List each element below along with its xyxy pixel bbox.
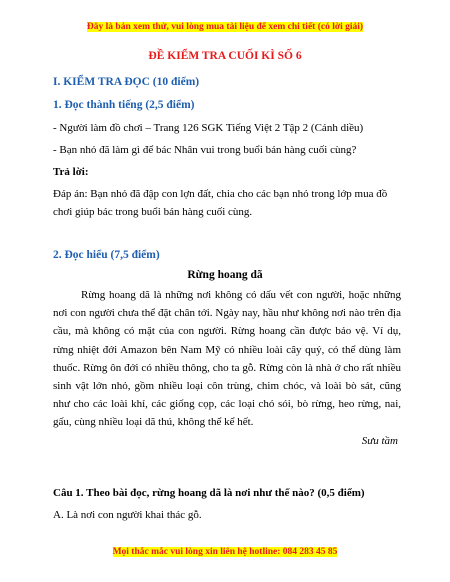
passage-source: Sưu tầm [361, 435, 398, 447]
question-1: Câu 1. Theo bài đọc, rừng hoang dã là nơi như thế nào? (0,5 điểm) [53, 487, 365, 499]
read-aloud-question: - Bạn nhỏ đã làm gì để bác Nhân vui trong buổi bán hàng cuối cùng? [53, 144, 357, 156]
subsection-heading-comprehension: 2. Đọc hiểu (7,5 điểm) [53, 249, 160, 261]
preview-notice-banner [0, 21, 450, 33]
answer-line-1: Đáp án: Bạn nhỏ đã đập con lợn đất, chia cho các bạn nhỏ trong lớp mua đồ [53, 188, 388, 200]
subsection-heading-read-aloud: 1. Đọc thành tiếng (2,5 điểm) [53, 99, 195, 111]
reading-passage-title: Rừng hoang dã [187, 269, 263, 281]
hotline-banner [0, 546, 450, 558]
preview-notice-text: Đây là bản xem thử, vui lòng mua tài liệu để xem chi tiết (có lời giải) [86, 22, 364, 32]
hotline-text: Mọi thắc mắc vui lòng xin liên hệ hotline: 084 283 45 85 [112, 547, 338, 557]
reading-passage-text: Rừng hoang dã là những nơi không có dấu vết con người, hoặc những nơi con người chưa thể đặt chân tới. Ngày nay, hầu như không nơi nào trên địa cầu, mà không có mặt của con người. Rừng hoang cần được bảo vệ. Ví dụ, rừng nhiệt đới Amazon bên Nam Mỹ có nhiều loài cây quý, có thể dùng làm thuốc. Rừng ôn đới có nhiều thông, cho ta gỗ. Rừng còn là nhà ở cho rất nhiều sinh vật lớn nhỏ, gồm nhiều loại côn trùng, chim chóc, và loài bò sát, cũng như cho các loài khỉ, các giống cọp, các loại chó sói, bò rừng, heo rừng, nai, gấu, cùng nhiều loại dã thú, không thể kể hết. [53, 289, 401, 429]
reading-reference-line: - Người làm đồ chơi – Trang 126 SGK Tiếng Việt 2 Tập 2 (Cánh diều) [53, 122, 364, 134]
answer-line-2: chơi giúp bác trong buổi bán hàng cuối cùng. [53, 206, 253, 218]
section-heading-reading: I. KIỂM TRA ĐỌC (10 điểm) [53, 76, 200, 88]
answer-label: Trả lời: [53, 166, 89, 178]
question-1-option-a: A. Là nơi con người khai thác gỗ. [53, 509, 202, 521]
document-title: ĐỀ KIỂM TRA CUỐI KÌ SỐ 6 [148, 50, 302, 62]
reading-passage [53, 286, 401, 432]
